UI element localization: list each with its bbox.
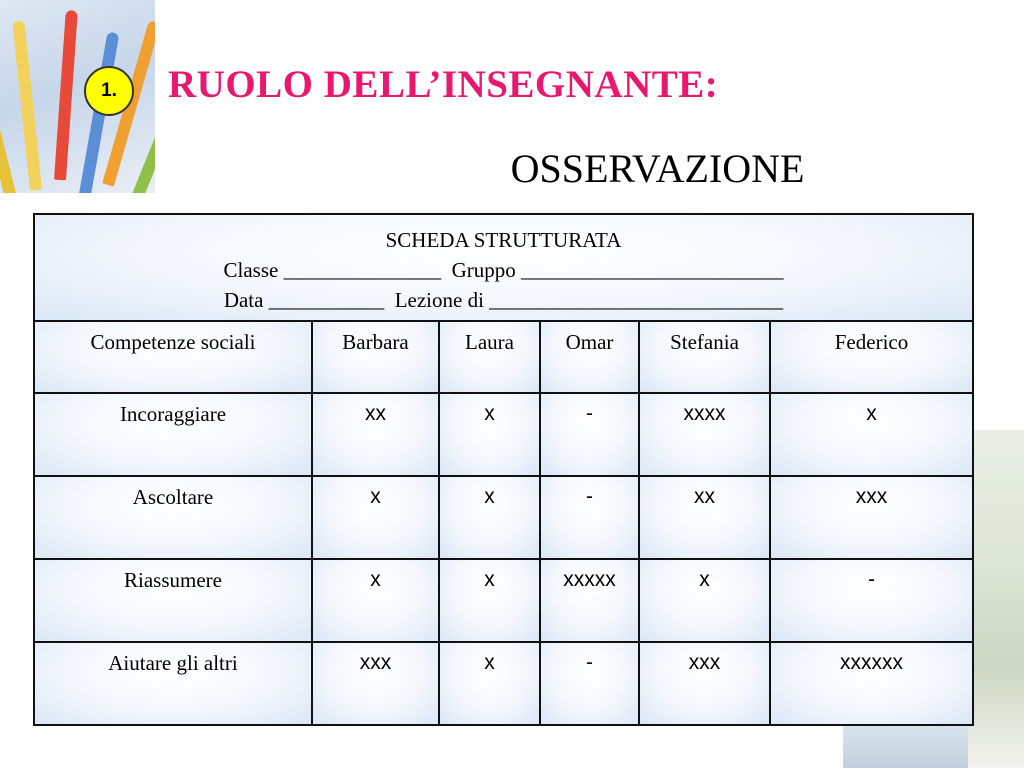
classe-gruppo-line: Classe _______________ Gruppo _________________________ — [223, 258, 784, 282]
skill-cell: Riassumere — [34, 559, 312, 642]
column-header: Barbara — [312, 321, 439, 393]
side-photo — [968, 430, 1024, 768]
table-row — [34, 559, 973, 642]
mark-cell: xxxx — [639, 393, 770, 476]
step-number-badge: 1. — [84, 66, 134, 116]
data-lezione-line: Data ___________ Lezione di ____________________________ — [223, 288, 784, 312]
mark-cell: xxxxxx — [770, 642, 973, 725]
mark-cell: xxx — [770, 476, 973, 559]
mark-cell: xxxxx — [540, 559, 639, 642]
column-header: Omar — [540, 321, 639, 393]
column-header: Stefania — [639, 321, 770, 393]
table-row — [34, 393, 973, 476]
observation-sheet-table — [33, 213, 974, 726]
skill-cell: Aiutare gli altri — [34, 642, 312, 725]
mark-cell: xxx — [312, 642, 439, 725]
mark-cell: x — [439, 559, 540, 642]
slide-title: RUOLO DELL’INSEGNANTE: — [168, 63, 719, 106]
column-header: Competenze sociali — [34, 321, 312, 393]
table-row — [34, 476, 973, 559]
mark-cell: xx — [312, 393, 439, 476]
sheet-heading: SCHEDA STRUTTURATA — [385, 228, 622, 252]
mark-cell: x — [770, 393, 973, 476]
column-header: Laura — [439, 321, 540, 393]
slide-subtitle: OSSERVAZIONE — [510, 146, 805, 191]
column-header: Federico — [770, 321, 973, 393]
mark-cell: - — [770, 559, 973, 642]
mark-cell: x — [439, 393, 540, 476]
mark-cell: - — [540, 476, 639, 559]
table-row — [34, 642, 973, 725]
mark-cell: x — [439, 642, 540, 725]
mark-cell: xxx — [639, 642, 770, 725]
skill-cell: Ascoltare — [34, 476, 312, 559]
mark-cell: xx — [639, 476, 770, 559]
mark-cell: x — [439, 476, 540, 559]
mark-cell: - — [540, 393, 639, 476]
sheet-header — [34, 214, 973, 321]
column-header-row — [34, 321, 973, 393]
mark-cell: x — [312, 559, 439, 642]
skill-cell: Incoraggiare — [34, 393, 312, 476]
mark-cell: x — [312, 476, 439, 559]
mark-cell: - — [540, 642, 639, 725]
mark-cell: x — [639, 559, 770, 642]
